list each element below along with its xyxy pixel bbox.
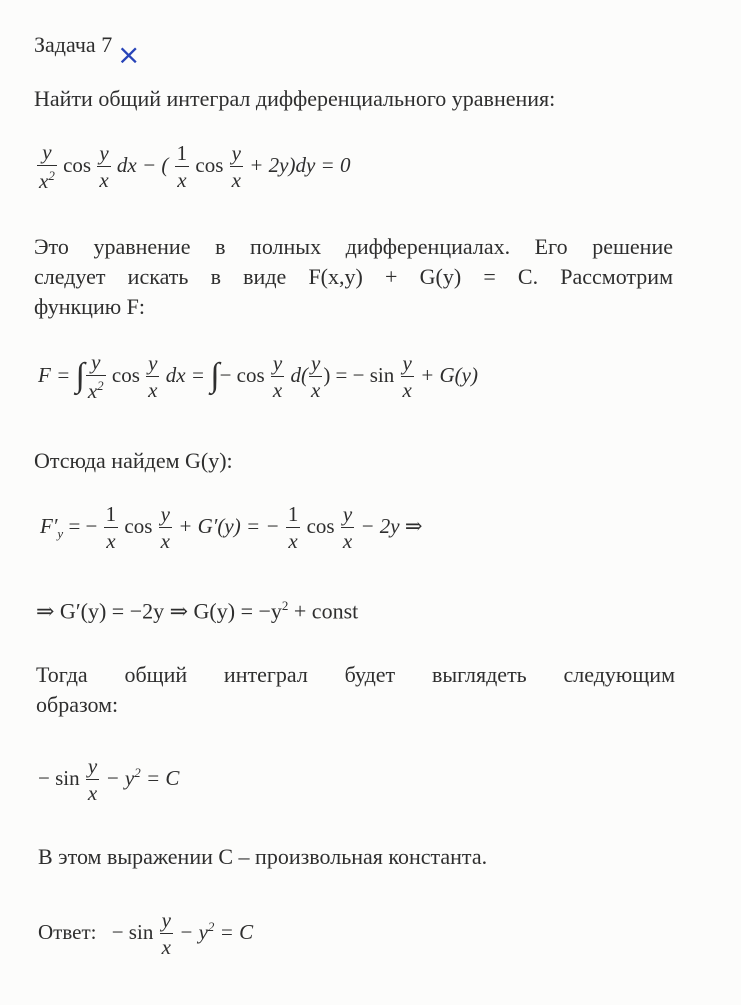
equation-general-integral: − sin $\frac{y}{x}$ − $y^2 = C$ <box>38 754 180 805</box>
paragraph-general-integral-line1: Тогда общий интеграл будет выглядеть следующим <box>36 662 675 687</box>
answer-line: Ответ: − sin $\frac{y}{x}$ − $y^2 = C$ <box>38 908 254 959</box>
eq2-frac-5: $\frac{y}{x}$ <box>402 351 412 402</box>
paragraph-find-g: Отсюда найдем G(y): <box>34 448 233 473</box>
eq3-frac-3: $\frac{1}{x}$ <box>287 502 299 553</box>
paragraph-exact-equation-line2: следует искать в виде F(x,y) + G(y) = C. Рассмотрим <box>34 264 673 289</box>
paragraph-exact-equation-line3: функцию F: <box>34 294 145 319</box>
eq2-frac-3: $\frac{y}{x}$ <box>272 351 283 402</box>
task-title <box>34 30 112 59</box>
paragraph-general-integral-line2: образом: <box>36 692 119 717</box>
eq1-frac-2: $\frac{y}{x}$ <box>99 141 109 192</box>
answer-frac: $\frac{y}{x}$ <box>161 908 171 959</box>
eq3-frac-1: $\frac{1}{x}$ <box>105 502 117 553</box>
eq2-frac-1: $\frac{y}{x^2}$ <box>87 350 104 403</box>
eq3-frac-2: $\frac{y}{x}$ <box>160 502 170 553</box>
answer-label: Ответ: <box>38 919 97 944</box>
equation-differential: $\frac{y}{x^2}$ cos $\frac{y}{x}$ dx − ( $\frac{1}{x}$ cos $\frac{y}{x}$ + 2y)dy = 0 <box>39 140 351 193</box>
equation-g-solution: ⇒ G′(y) = −2y ⇒ $G(y) = -y^2$ + const <box>36 598 359 624</box>
equation-f-integral: F = ∫ $\frac{y}{x^2}$ cos $\frac{y}{x}$ dx = ∫− cos $\frac{y}{x}$ d( $\frac{y}{x}$ ) = − sin $\frac{y}{x}$ + G(y) <box>38 350 478 403</box>
task-statement: Найти общий интеграл дифференциального уравнения: <box>34 86 556 111</box>
pen-mark: × <box>117 38 141 71</box>
eq1-frac-3: $\frac{1}{x}$ <box>176 141 188 192</box>
task-title-text: Задача 7 <box>34 32 113 57</box>
equation-partial-derivative: $F'_y$ = − $\frac{1}{x}$ cos $\frac{y}{x}$ + G′(y) = − $\frac{1}{x}$ cos $\frac{y}{x}$ − 2y ⇒ <box>40 502 423 553</box>
eq3-frac-4: $\frac{y}{x}$ <box>342 502 353 553</box>
eq1-frac-4: $\frac{y}{x}$ <box>231 141 241 192</box>
eq2-frac-2: $\frac{y}{x}$ <box>148 351 158 402</box>
eq2-frac-4: $\frac{y}{x}$ <box>310 351 321 402</box>
eq1-frac-1: $\frac{y}{x^2}$ <box>39 140 55 193</box>
eq5-frac: $\frac{y}{x}$ <box>87 754 98 805</box>
paragraph-exact-equation-line1: Это уравнение в полных дифференциалах. Его решение <box>34 234 673 259</box>
paragraph-constant-note: В этом выражении С – произвольная константа. <box>38 844 488 869</box>
